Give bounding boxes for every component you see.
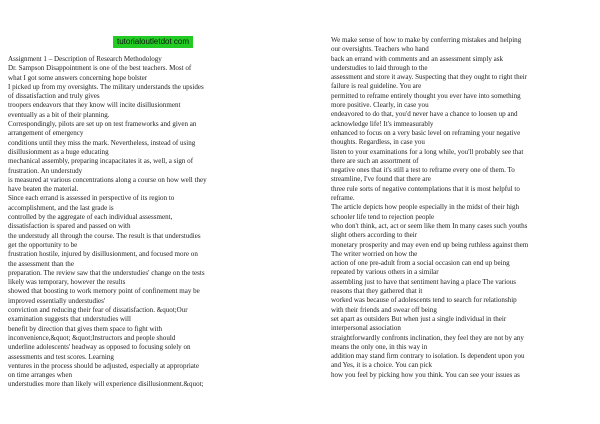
- text-line: Correspondingly, pilots are set up on test frameworks and given an: [8, 120, 197, 129]
- text-line: frustration. An understudy: [8, 166, 83, 175]
- text-line: inconvenience,&quot; &quot;Instructors and people should: [8, 333, 176, 342]
- text-line: troopers endeavors that they know will incite disillusionment: [8, 101, 181, 110]
- text-line: underline adolescents' headway as opposed to focusing solely on: [8, 343, 191, 352]
- text-line: straightforwardly confronts inclination, they feel they are not by any: [331, 333, 524, 342]
- text-line: thoughts. Regardless, in case you: [331, 138, 425, 147]
- text-line: acknowledge life! It's immeasurably: [331, 119, 434, 128]
- text-line: and Yes, it is a choice. You can pick: [331, 361, 432, 370]
- text-line: arrangement of emergency: [8, 129, 84, 138]
- text-line: improved essentially understudies': [8, 296, 106, 305]
- text-line: assessments and test scores. Learning: [8, 352, 114, 361]
- text-line: reasons that they gathered that it: [331, 287, 423, 296]
- text-line: worked was because of adolescents tend to search for relationship: [331, 296, 517, 305]
- text-line: repeated by various others in a similar: [331, 268, 439, 277]
- text-line: monetary prosperity and may even end up being ruthless against them: [331, 240, 529, 249]
- text-line: enhanced to focus on a very basic level on reframing your negative: [331, 128, 521, 137]
- text-line: The article depicts how people especially in the midst of their high: [331, 203, 520, 212]
- text-line: ventures in the process should be adjusted, especially at appropriate: [8, 361, 199, 370]
- text-line: who don't think, act, act or seem like them In many cases such youths: [331, 221, 528, 230]
- text-line: negative ones that it's still a test to reframe every one of them. To: [331, 166, 515, 175]
- text-line: with their friends and swear off being: [331, 305, 437, 314]
- text-line: benefit by direction that gives them space to fight with: [8, 324, 163, 333]
- text-line: conviction and reducing their fear of dissatisfaction. &quot;Our: [8, 306, 188, 315]
- text-line: interpersonal association: [331, 324, 401, 333]
- text-line: disillusionment as a huge educating: [8, 147, 109, 156]
- text-line: eventually as a bit of their planning.: [8, 110, 110, 119]
- text-line: how you feel by picking how you think. You can see your issues as: [331, 370, 520, 379]
- text-line: likely was temporary, however the results: [8, 278, 126, 287]
- text-line: assessment and store it away. Suspecting that they ought to right their: [331, 73, 528, 82]
- text-line: understudies more than likely will experience disillusionment.&quot;: [8, 380, 204, 389]
- text-line: means the only one, in this way in: [331, 342, 428, 351]
- text-line: accomplishment, and the last grade is: [8, 203, 114, 212]
- text-line: on time arranges when: [8, 371, 72, 380]
- text-line: preparation. The review saw that the understudies' change on the tests: [8, 268, 205, 277]
- text-line: permitted to reframe entirely thought you ever have into something: [331, 91, 521, 100]
- text-line: get the opportunity to be: [8, 240, 78, 249]
- text-line: reframe.: [331, 194, 355, 203]
- text-line: more positive. Clearly, in case you: [331, 101, 429, 110]
- text-line: of dissatisfaction and truly gives: [8, 92, 100, 101]
- text-line: the assessment than the: [8, 259, 74, 268]
- text-line: is measured at various concentrations along a course on how well they: [8, 175, 207, 184]
- text-line: The writer worried on how the: [331, 249, 418, 258]
- text-line: addition may stand firm contrary to isolation. Is dependent upon you: [331, 352, 525, 361]
- text-line: Since each errand is assessed in perspective of its region to: [8, 194, 175, 203]
- text-line: controlled by the aggregate of each individual assessment,: [8, 213, 173, 222]
- text-line: have beaten the material.: [8, 185, 79, 194]
- text-line: there are such an assortment of: [331, 156, 419, 165]
- text-line: assembling just to have that sentiment having a place The various: [331, 277, 517, 286]
- text-line: Dr. Sampson Disappointment is one of the best teachers. Most of: [8, 64, 192, 73]
- text-line: conditions until they miss the mark. Nevertheless, instead of using: [8, 138, 196, 147]
- text-line: our oversights. Teachers who hand: [331, 45, 429, 54]
- text-line: We make sense of how to make by conferring mistakes and helping: [331, 36, 522, 44]
- text-line: listen to your examinations for a long while, you'll probably see that: [331, 147, 524, 156]
- left-text-column: [8, 55, 207, 390]
- text-line: back an errand with comments and an assessment simply ask: [331, 54, 504, 63]
- text-line: mechanical assembly, preparing incapacitates it as, well, a sign of: [8, 157, 194, 166]
- site-link[interactable]: tutorialoutletdot com: [113, 36, 193, 48]
- text-line: I picked up from my oversights. The military understands the upsides: [8, 82, 204, 91]
- text-line: failure is real guideline. You are: [331, 82, 422, 91]
- right-text-column: [331, 36, 528, 380]
- text-line: slight others according to their: [331, 231, 418, 240]
- text-line: dissatisfaction is spared and passed on with: [8, 222, 131, 231]
- text-line: frustration hostile, injured by disillusionment, and focused more on: [8, 250, 198, 259]
- text-line: Assignment 1 – Description of Research Methodology: [8, 55, 162, 63]
- text-line: examination suggests that understudies will: [8, 315, 131, 324]
- text-line: action of one pre-adult from a social occasion can end up being: [331, 259, 510, 268]
- text-line: the understudy all through the course. The result is that understudies: [8, 231, 201, 240]
- text-line: endeavored to do that, you'd never have a chance to loosen up and: [331, 110, 518, 119]
- text-line: three rule sorts of negative contemplations that it is most helpful to: [331, 184, 520, 193]
- text-line: streamline, I've found that there are: [331, 175, 431, 184]
- text-line: showed that boosting to work memory point of confinement may be: [8, 287, 200, 296]
- text-line: what I got some answers concerning hope bolster: [8, 73, 148, 82]
- text-line: understudies to laid through to the: [331, 63, 428, 72]
- text-line: set apart as outsiders But when just a single individual in their: [331, 314, 507, 323]
- text-line: schooler life tend to rejection people: [331, 212, 435, 221]
